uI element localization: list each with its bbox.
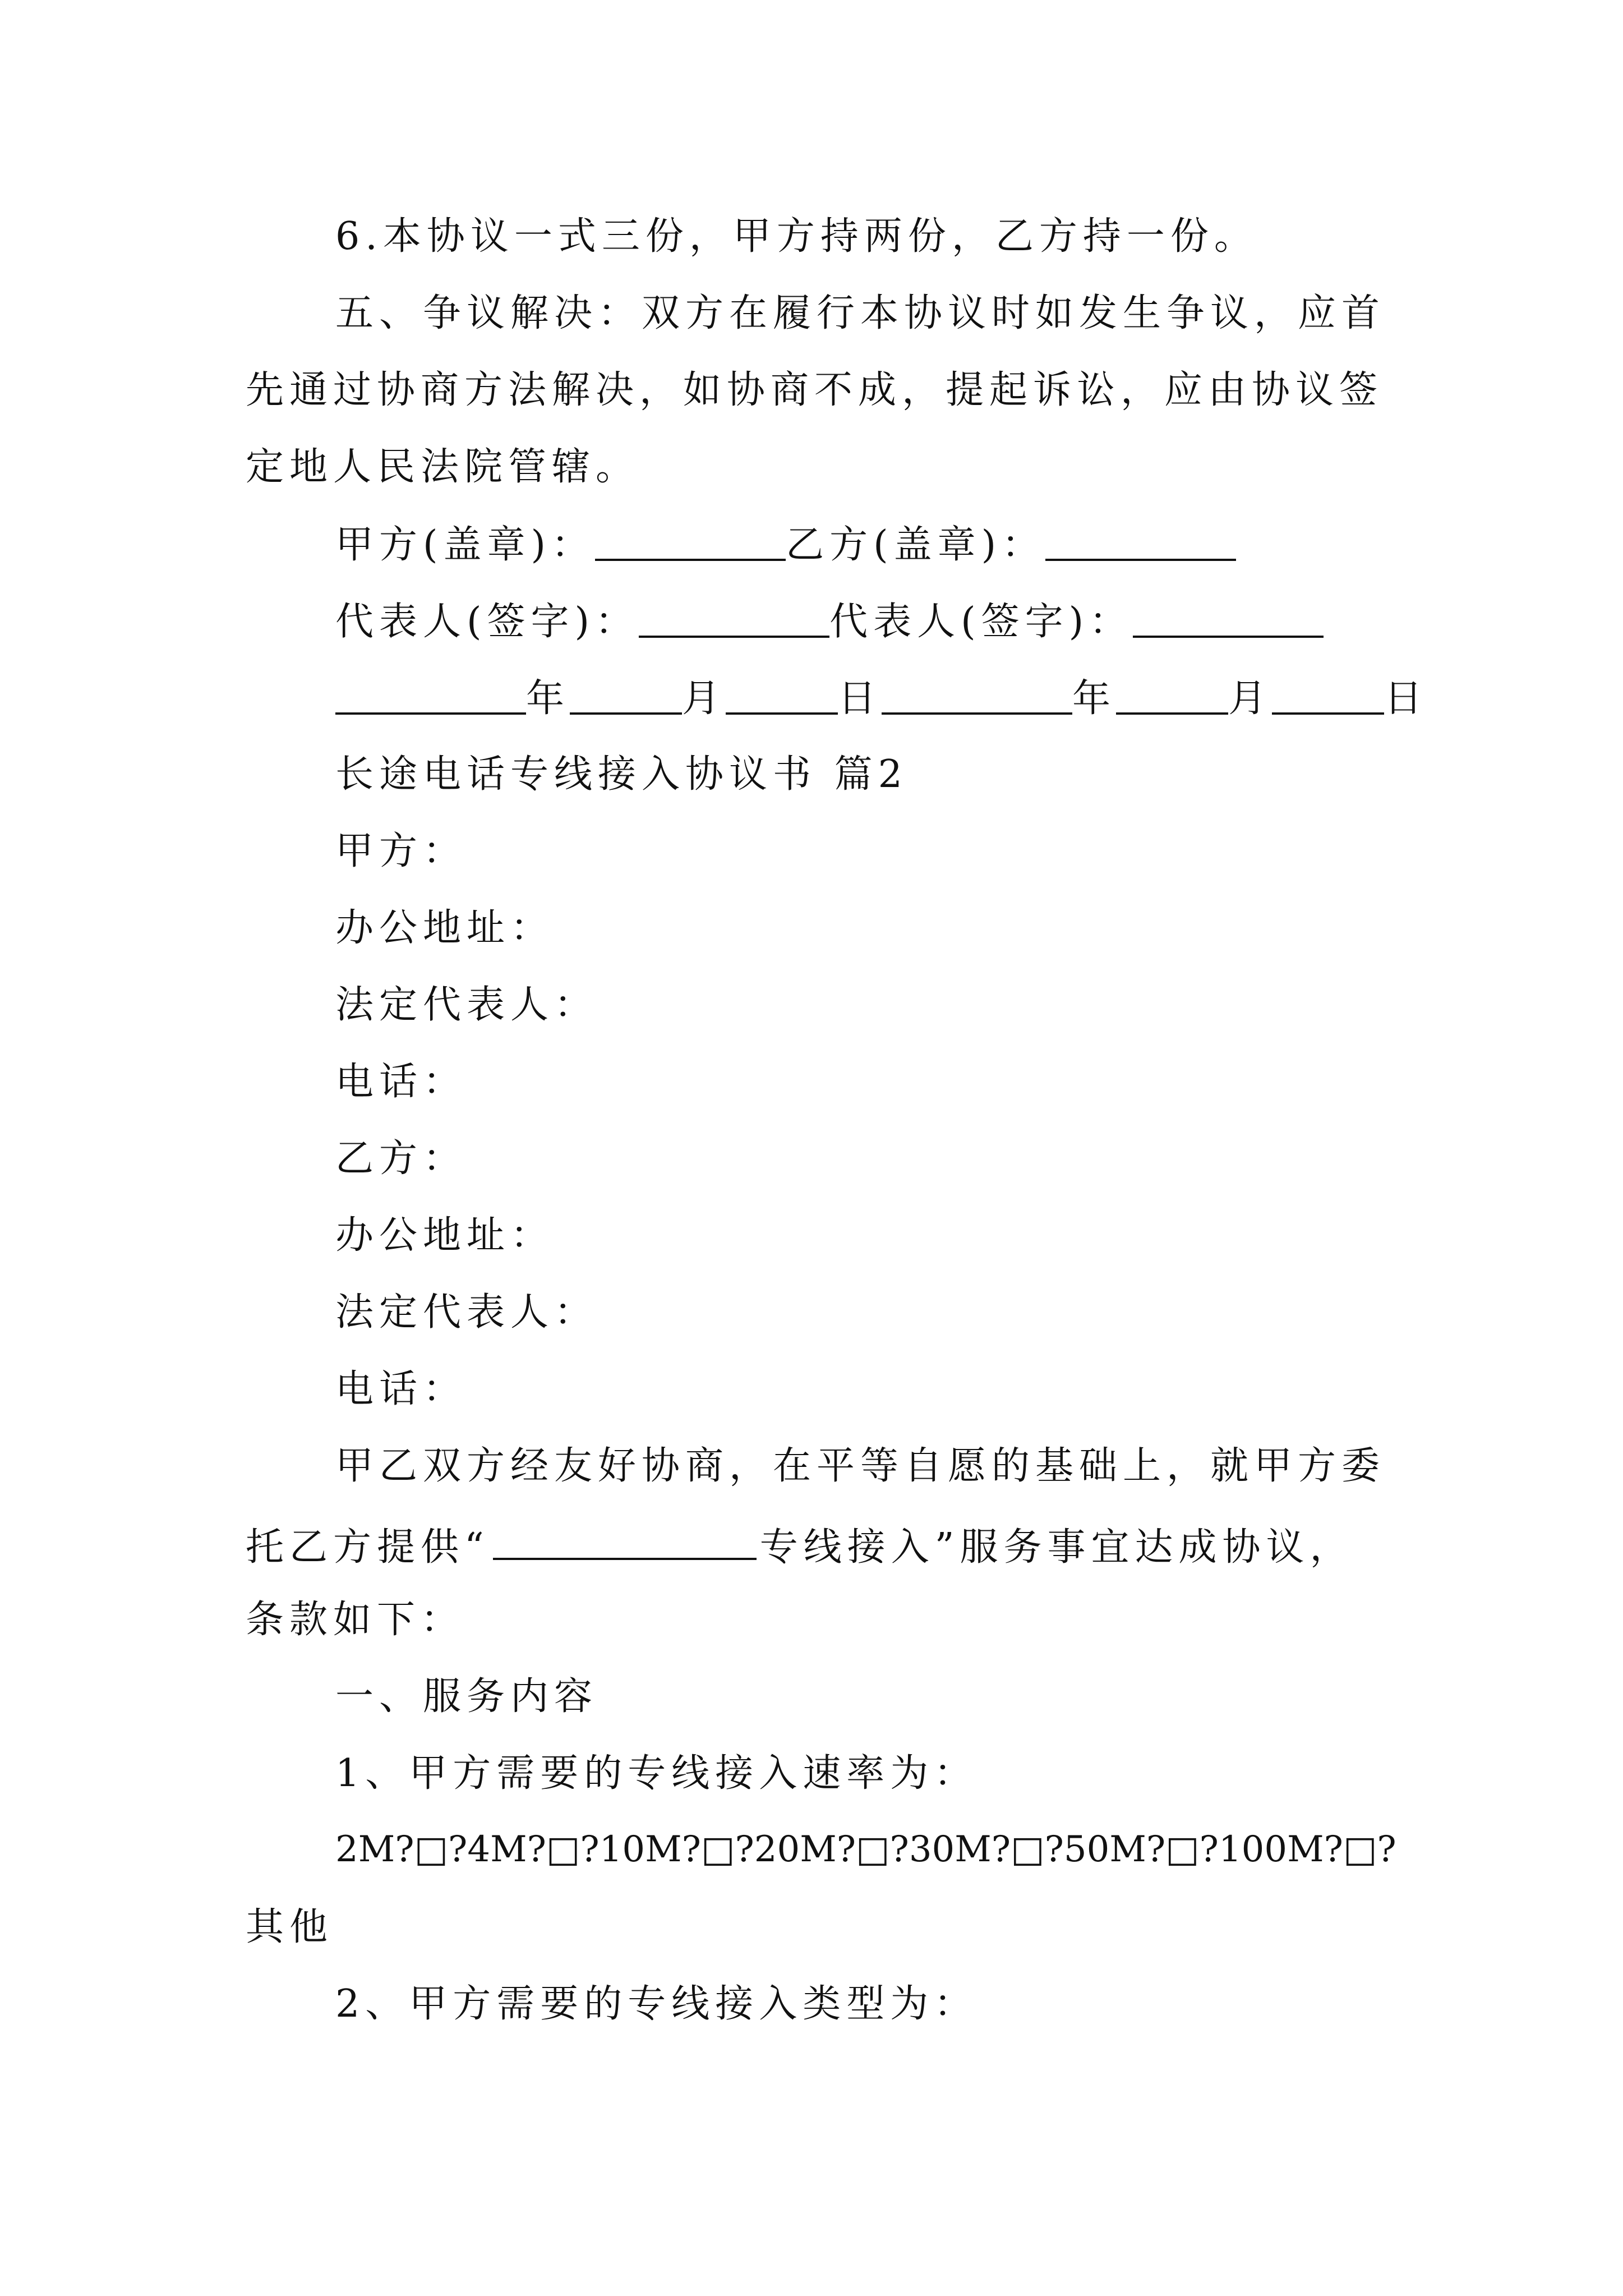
- date-a-day-label: 日: [838, 677, 882, 721]
- intro-line-2-start: 托乙方提供“: [246, 1525, 490, 1570]
- item-2-type: 2、甲方需要的专线接入类型为：: [335, 1982, 978, 2026]
- party-b-seal-blank: [1045, 525, 1236, 561]
- date-b-month-blank: [1116, 679, 1228, 715]
- rate-option-other: 其他: [246, 1905, 334, 1949]
- party-a-seal-label: 甲方(盖章)：: [335, 523, 596, 567]
- date-a-month-blank: [570, 679, 682, 715]
- intro-line-2-end: 专线接入”服务事宜达成协议，: [759, 1525, 1354, 1570]
- party-a-phone: 电话：: [335, 1060, 467, 1104]
- party-b-seal-label: 乙方(盖章)：: [786, 523, 1046, 567]
- party-a-label: 甲方：: [335, 829, 467, 873]
- dispute-resolution-line-1: 五、争议解决：双方在履行本协议时如发生争议，应首: [335, 291, 1386, 335]
- date-a-day-blank: [726, 679, 838, 715]
- date-a-year-label: 年: [526, 677, 570, 721]
- party-b-rep-label: 代表人(签字)：: [829, 600, 1133, 644]
- date-b-day-blank: [1272, 679, 1384, 715]
- party-b-legal-representative: 法定代表人：: [335, 1290, 598, 1335]
- party-a-seal-blank: [595, 525, 786, 561]
- date-a-year-blank: [335, 679, 526, 715]
- party-b-office-address: 办公地址：: [335, 1213, 555, 1258]
- party-a-rep-label: 代表人(签字)：: [335, 600, 639, 644]
- intro-line-3: 条款如下：: [246, 1598, 465, 1642]
- party-a-office-address: 办公地址：: [335, 906, 555, 950]
- dispute-resolution-line-2: 先通过协商方法解决，如协商不成，提起诉讼，应由协议签: [246, 368, 1384, 412]
- intro-line-1: 甲乙双方经友好协商，在平等自愿的基础上，就甲方委: [335, 1444, 1386, 1488]
- rate-options: 2M?□?4M?□?10M?□?20M?□?30M?□?50M?□?100M?□?: [335, 1829, 1396, 1870]
- party-b-rep-blank: [1133, 602, 1324, 638]
- seal-row: [335, 523, 1236, 567]
- representative-row: [335, 600, 1324, 644]
- date-b-day-label: 日: [1384, 677, 1428, 721]
- party-a-legal-representative: 法定代表人：: [335, 983, 598, 1027]
- date-a-month-label: 月: [682, 677, 726, 721]
- party-b-label: 乙方：: [335, 1137, 467, 1181]
- service-name-blank: [493, 1524, 757, 1560]
- item-1-rate: 1、甲方需要的专线接入速率为：: [335, 1751, 978, 1796]
- section-service-content: 一、服务内容: [335, 1674, 598, 1719]
- party-a-rep-blank: [639, 602, 829, 638]
- date-b-year-blank: [882, 679, 1072, 715]
- date-row: [335, 677, 1428, 721]
- date-b-year-label: 年: [1072, 677, 1117, 721]
- intro-line-2: [246, 1524, 1354, 1570]
- date-b-month-label: 月: [1228, 677, 1272, 721]
- dispute-resolution-line-3: 定地人民法院管辖。: [246, 445, 640, 489]
- section-heading-part-2: 长途电话专线接入协议书 篇2: [335, 752, 908, 797]
- clause-6-copies: 6.本协议一式三份，甲方持两份，乙方持一份。: [335, 214, 1258, 259]
- party-b-phone: 电话：: [335, 1367, 467, 1411]
